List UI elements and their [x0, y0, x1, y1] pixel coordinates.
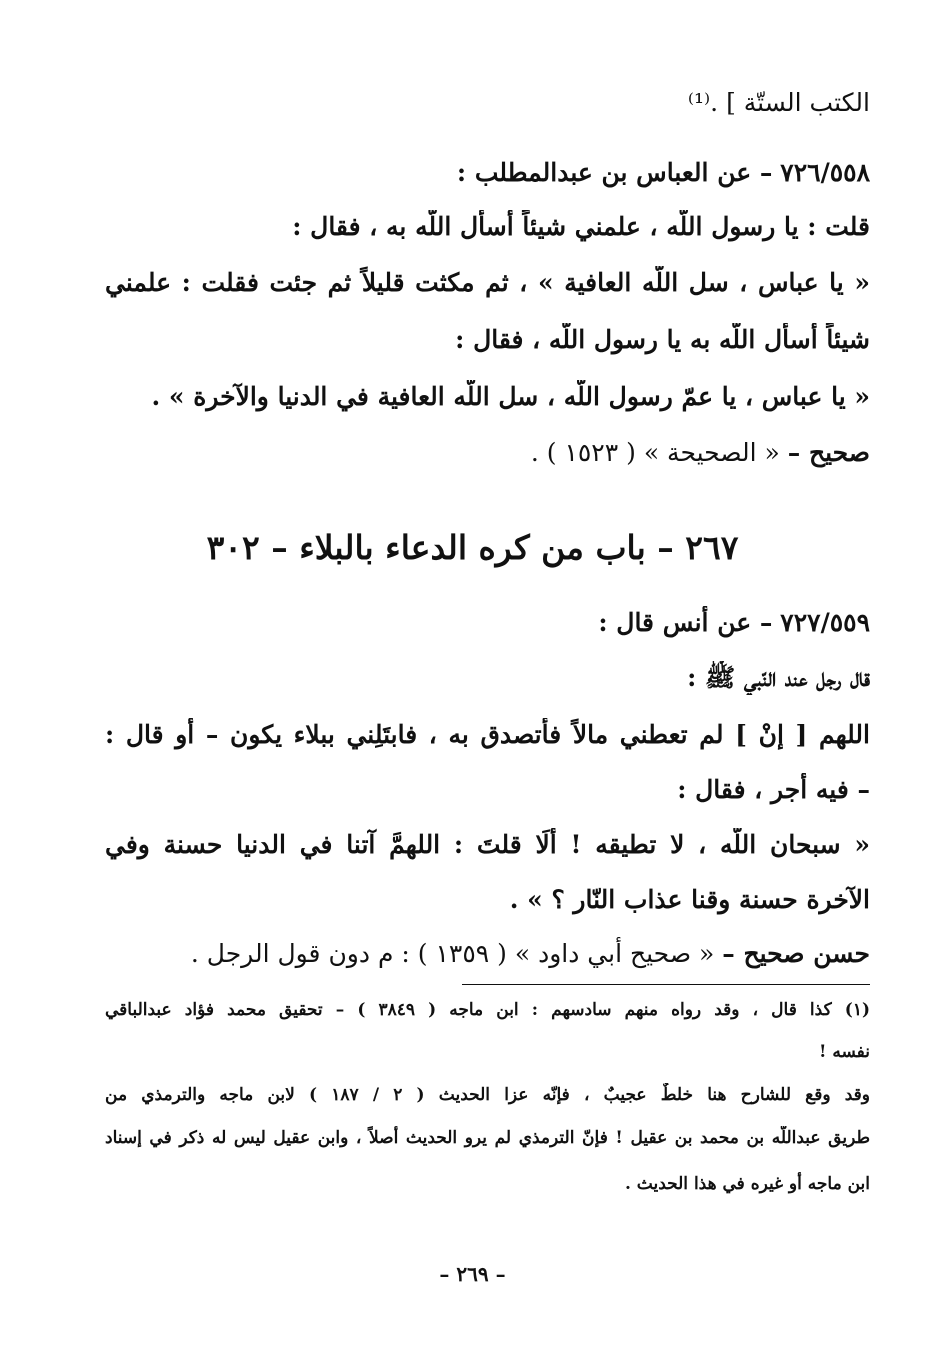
continuation-text: الكتب الستّة ] .⁽¹⁾ — [687, 88, 870, 117]
grade-label: صحيح – — [787, 438, 870, 467]
hadith-intro: – عن أنس قال : — [598, 608, 773, 637]
footnote-line-2: نفسه ! — [819, 1042, 870, 1062]
hadith-558-line-4: « يا عباس ، يا عمّ رسول اللّه ، سل اللّه العافية في الدنيا والآخرة » . — [151, 382, 870, 411]
footnote-line-4: طريق عبداللّه بن محمد بن عقيل ! فإنّ الترمذي لم يرو الحديث أصلاً ، وابن عقيل ليس له ذكر في إسناد — [105, 1128, 870, 1148]
footnote-line-3: وقد وقع للشارح هنا خلطٌ عجيبٌ ، فإنّه عزا الحديث ( ٢ / ١٨٧ ) لابن ماجه والترمذي من — [105, 1085, 870, 1105]
footnote-line-1: (١) كذا قال ، وقد رواه منهم سادسهم : ابن ماجه ( ٣٨٤٩ ) – تحقيق محمد فؤاد عبدالباقي — [105, 1000, 870, 1020]
page-number: – ٢٦٩ – — [439, 1262, 506, 1286]
chapter-heading: ٢٦٧ – باب من كره الدعاء بالبلاء – ٣٠٢ — [206, 528, 739, 567]
continuation-line — [105, 86, 870, 120]
hadith-558-grade — [105, 436, 870, 470]
hadith-558-line-1: قلت : يا رسول اللّه ، علمني شيئاً أسأل اللّه به ، فقال : — [292, 212, 870, 241]
hadith-559-heading — [105, 606, 870, 640]
hadith-558-heading — [105, 156, 870, 190]
footnote-line-5: ابن ماجه أو غيره في هذا الحديث . — [624, 1174, 870, 1194]
hadith-559-line-2: اللهم [ إنْ ] لم تعطني مالاً فأتصدق به ، فابتَلِني ببلاء يكون – أو قال : — [105, 720, 870, 749]
hadith-559-line-5: الآخرة حسنة وقنا عذاب النّار ؟ » . — [509, 885, 870, 914]
hadith-number: ٧٢٧/٥٥٩ — [780, 608, 870, 637]
hadith-559-line-4: « سبحان اللّه ، لا تطيقه ! أَلَا قلتَ : اللهمَّ آتنا في الدنيا حسنة وفي — [105, 830, 870, 859]
hadith-559-line-1: قال رجل عند النّبي ﷺ : — [687, 663, 870, 692]
footnote-separator — [462, 984, 870, 985]
hadith-559-grade — [105, 937, 870, 971]
hadith-intro: – عن العباس بن عبدالمطلب : — [456, 158, 773, 187]
grade-label: حسن صحيح – — [722, 939, 870, 968]
hadith-number: ٧٢٦/٥٥٨ — [780, 158, 870, 187]
grade-reference: « صحيح أبي داود » ( ١٣٥٩ ) : م دون قول الرجل . — [190, 939, 715, 968]
hadith-558-line-3: شيئاً أسأل اللّه به يا رسول اللّه ، فقال : — [455, 325, 870, 354]
hadith-558-line-2: « يا عباس ، سل اللّه العافية » ، ثم مكثت قليلاً ثم جئت فقلت : علمني — [105, 268, 870, 297]
grade-reference: « الصحيحة » ( ١٥٢٣ ) . — [530, 438, 780, 467]
hadith-559-line-3: – فيه أجر ، فقال : — [677, 775, 870, 804]
